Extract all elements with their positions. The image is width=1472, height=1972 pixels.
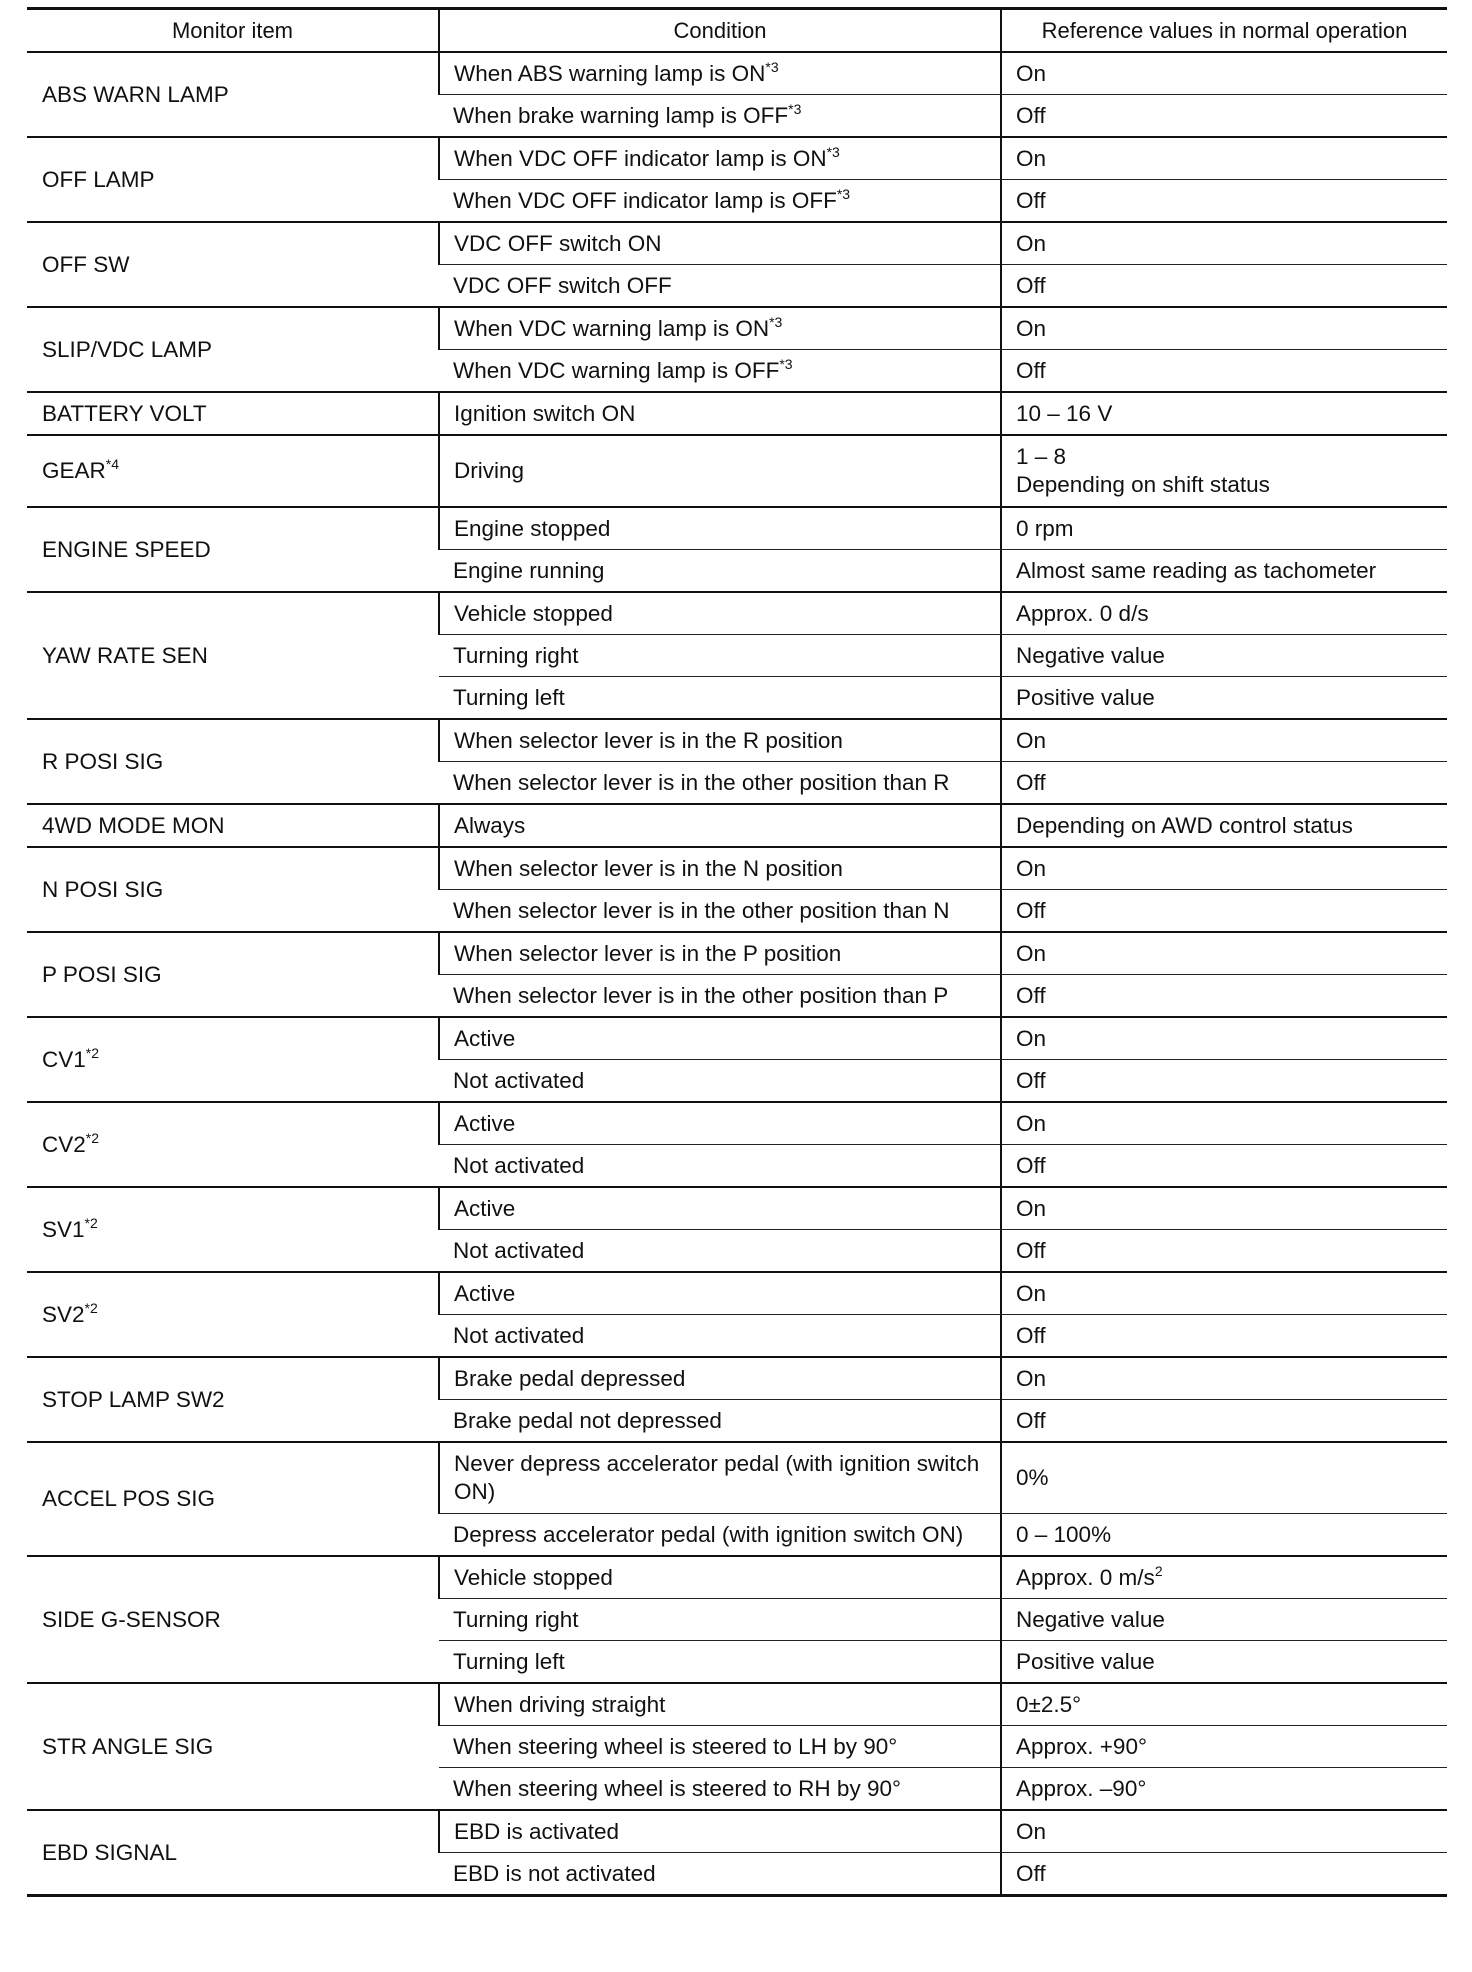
reference-value-text: Off — [1016, 1152, 1046, 1178]
reference-value-cell — [1001, 1357, 1447, 1400]
monitor-item-cell — [27, 804, 439, 847]
condition-text: Vehicle stopped — [454, 1564, 613, 1590]
monitor-item-text: ENGINE SPEED — [42, 536, 211, 562]
reference-value-cell — [1001, 932, 1447, 975]
reference-value-cell — [1001, 1556, 1447, 1599]
reference-value-text: Almost same reading as tachometer — [1016, 557, 1377, 583]
reference-value-text: Approx. 0 m/s — [1016, 1564, 1155, 1590]
reference-value-text: Off — [1016, 769, 1046, 795]
monitor-item-footnote: *2 — [85, 1129, 100, 1146]
reference-value-text: On — [1016, 145, 1047, 171]
condition-text: Active — [454, 1025, 516, 1051]
condition-text: VDC OFF switch ON — [454, 230, 662, 256]
condition-text: EBD is activated — [454, 1818, 620, 1844]
monitor-item-text: YAW RATE SEN — [42, 642, 208, 668]
condition-text: When brake warning lamp is OFF — [453, 102, 789, 128]
monitor-item-cell — [27, 1442, 439, 1556]
condition-cell — [439, 847, 1001, 890]
reference-value-cell — [1001, 507, 1447, 550]
monitor-item-text: CV2 — [42, 1131, 86, 1157]
reference-value-text: Positive value — [1016, 684, 1155, 710]
condition-cell — [439, 1726, 1001, 1768]
reference-value-cell — [1001, 1683, 1447, 1726]
table-row — [27, 1272, 1447, 1315]
reference-value-text: Off — [1016, 357, 1046, 383]
condition-cell — [439, 137, 1001, 180]
condition-text: When driving straight — [454, 1691, 666, 1717]
reference-value-text: Off — [1016, 897, 1046, 923]
condition-text: Never depress accelerator pedal (with ignition switch ON) — [454, 1451, 980, 1504]
condition-cell — [439, 1599, 1001, 1641]
monitor-item-footnote: *4 — [105, 456, 119, 472]
reference-value-cell — [1001, 719, 1447, 762]
condition-cell — [439, 762, 1001, 805]
reference-value-cell — [1001, 1810, 1447, 1853]
reference-value-cell — [1001, 890, 1447, 933]
table-row — [27, 507, 1447, 550]
condition-cell — [439, 265, 1001, 308]
reference-value-text: Off — [1016, 187, 1046, 213]
table-row — [27, 804, 1447, 847]
monitor-item-cell — [27, 719, 439, 804]
condition-cell — [439, 95, 1001, 138]
table-row — [27, 392, 1447, 435]
condition-text: Driving — [454, 458, 525, 483]
condition-text: When steering wheel is steered to LH by 90° — [453, 1733, 898, 1759]
reference-value-text: On — [1016, 855, 1047, 881]
condition-text: Brake pedal not depressed — [453, 1407, 722, 1433]
reference-value-text: Positive value — [1016, 1648, 1155, 1674]
monitor-item-cell — [27, 1187, 439, 1272]
reference-value-text: Negative value — [1016, 1606, 1165, 1632]
monitor-item-cell — [27, 392, 439, 435]
reference-value-cell — [1001, 592, 1447, 635]
reference-value-cell — [1001, 1187, 1447, 1230]
condition-cell — [439, 52, 1001, 95]
reference-value-cell — [1001, 762, 1447, 805]
reference-value-cell — [1001, 635, 1447, 677]
reference-value-cell — [1001, 677, 1447, 720]
reference-value-text: On — [1016, 1365, 1047, 1391]
condition-cell — [439, 932, 1001, 975]
reference-value-text: 0±2.5° — [1016, 1691, 1082, 1717]
reference-value-text: Off — [1016, 1322, 1046, 1348]
condition-cell — [439, 350, 1001, 393]
reference-value-text: Off — [1016, 102, 1046, 128]
reference-value-cell — [1001, 550, 1447, 593]
condition-cell — [439, 1442, 1001, 1514]
condition-text: When VDC warning lamp is OFF — [453, 357, 780, 383]
monitor-item-text: SLIP/VDC LAMP — [42, 336, 213, 362]
condition-cell — [439, 1060, 1001, 1103]
reference-value-cell — [1001, 847, 1447, 890]
reference-value-cell — [1001, 350, 1447, 393]
monitor-item-text: EBD SIGNAL — [42, 1839, 178, 1865]
monitor-item-cell — [27, 847, 439, 932]
condition-text: VDC OFF switch OFF — [453, 272, 672, 298]
condition-cell — [439, 1102, 1001, 1145]
reference-value-text: Off — [1016, 1067, 1046, 1093]
condition-footnote: *3 — [769, 313, 783, 330]
condition-text: Not activated — [453, 1067, 585, 1093]
condition-text: Active — [454, 1195, 516, 1221]
condition-text: Active — [454, 1110, 516, 1136]
condition-cell — [439, 1272, 1001, 1315]
condition-text: When VDC OFF indicator lamp is OFF — [453, 187, 837, 213]
monitor-item-text: ACCEL POS SIG — [42, 1486, 215, 1511]
table-row — [27, 222, 1447, 265]
reference-value-cell — [1001, 1442, 1447, 1514]
condition-cell — [439, 392, 1001, 435]
monitor-item-cell — [27, 307, 439, 392]
reference-value-cell — [1001, 1514, 1447, 1557]
condition-text: Engine stopped — [454, 515, 611, 541]
reference-value-text: On — [1016, 1280, 1047, 1306]
monitor-item-cell — [27, 1810, 439, 1896]
reference-value-text: 0% — [1016, 1465, 1049, 1490]
condition-text: Not activated — [453, 1152, 585, 1178]
monitor-item-cell — [27, 1102, 439, 1187]
condition-text: When selector lever is in the R position — [454, 727, 843, 753]
reference-value-text: Off — [1016, 1860, 1046, 1886]
monitor-item-text: SIDE G-SENSOR — [42, 1606, 221, 1632]
monitor-item-footnote: *2 — [84, 1214, 98, 1231]
reference-value-cell — [1001, 435, 1447, 507]
reference-value-cell — [1001, 1768, 1447, 1811]
condition-text: When selector lever is in the other position than P — [453, 982, 949, 1008]
monitor-item-text: SV1 — [42, 1216, 85, 1242]
condition-cell — [439, 804, 1001, 847]
reference-value-cell — [1001, 1230, 1447, 1273]
reference-value-text: On — [1016, 230, 1047, 256]
reference-value-footnote: 2 — [1154, 1562, 1163, 1579]
condition-cell — [439, 435, 1001, 507]
reference-value-text: 10 – 16 V — [1016, 400, 1113, 426]
table-row — [27, 52, 1447, 95]
monitor-item-cell — [27, 1357, 439, 1442]
monitor-item-cell — [27, 932, 439, 1017]
table-row — [27, 847, 1447, 890]
table-row — [27, 1810, 1447, 1853]
table-row — [27, 1102, 1447, 1145]
monitor-reference-table — [27, 7, 1447, 1897]
reference-value-cell — [1001, 95, 1447, 138]
header-reference-values: Reference values in normal operation — [1001, 9, 1447, 53]
table-row — [27, 307, 1447, 350]
monitor-item-text: STOP LAMP SW2 — [42, 1386, 225, 1412]
table-row — [27, 137, 1447, 180]
condition-text: Active — [454, 1280, 516, 1306]
reference-value-text: Off — [1016, 1407, 1046, 1433]
monitor-item-text: OFF LAMP — [42, 166, 155, 192]
reference-value-text: On — [1016, 1025, 1047, 1051]
table-row — [27, 932, 1447, 975]
condition-footnote: *3 — [765, 58, 779, 75]
condition-text: Engine running — [453, 557, 605, 583]
condition-cell — [439, 1357, 1001, 1400]
reference-value-text: Approx. +90° — [1016, 1733, 1147, 1759]
monitor-item-text: ABS WARN LAMP — [42, 81, 229, 107]
reference-value-cell — [1001, 1853, 1447, 1896]
condition-cell — [439, 890, 1001, 933]
monitor-item-text: P POSI SIG — [42, 961, 162, 987]
condition-cell — [439, 1853, 1001, 1896]
monitor-item-cell — [27, 507, 439, 592]
monitor-item-cell — [27, 1556, 439, 1683]
condition-text: Vehicle stopped — [454, 600, 613, 626]
reference-value-cell — [1001, 52, 1447, 95]
table-row — [27, 1556, 1447, 1599]
reference-value-text: Off — [1016, 272, 1046, 298]
monitor-item-text: CV1 — [42, 1046, 86, 1072]
monitor-item-cell — [27, 1683, 439, 1810]
table-row — [27, 1017, 1447, 1060]
condition-cell — [439, 975, 1001, 1018]
condition-cell — [439, 1683, 1001, 1726]
monitor-item-cell — [27, 1017, 439, 1102]
reference-value-text: 0 – 100% — [1016, 1521, 1112, 1547]
condition-cell — [439, 180, 1001, 223]
condition-text: Brake pedal depressed — [454, 1365, 686, 1391]
condition-text: When VDC warning lamp is ON — [454, 315, 770, 341]
reference-value-cell — [1001, 1060, 1447, 1103]
monitor-item-text: SV2 — [42, 1301, 85, 1327]
monitor-item-text: OFF SW — [42, 251, 130, 277]
reference-value-cell — [1001, 1641, 1447, 1684]
reference-value-text: Approx. –90° — [1016, 1775, 1147, 1801]
table-row — [27, 1357, 1447, 1400]
reference-values-sheet — [27, 7, 1447, 1897]
monitor-item-cell — [27, 1272, 439, 1357]
condition-text: When steering wheel is steered to RH by 90° — [453, 1775, 901, 1801]
reference-value-cell — [1001, 265, 1447, 308]
reference-value-cell — [1001, 975, 1447, 1018]
reference-value-text: Off — [1016, 1237, 1046, 1263]
condition-text: Depress accelerator pedal (with ignition switch ON) — [453, 1521, 964, 1547]
condition-cell — [439, 1145, 1001, 1188]
monitor-item-text: GEAR — [42, 458, 106, 483]
monitor-item-cell — [27, 435, 439, 507]
reference-value-cell — [1001, 137, 1447, 180]
condition-text: Turning right — [453, 1606, 579, 1632]
monitor-item-cell — [27, 222, 439, 307]
condition-cell — [439, 1556, 1001, 1599]
condition-text: Not activated — [453, 1237, 585, 1263]
reference-value-cell — [1001, 1315, 1447, 1358]
reference-value-cell — [1001, 1400, 1447, 1443]
monitor-item-text: STR ANGLE SIG — [42, 1733, 214, 1759]
monitor-item-footnote: *2 — [85, 1044, 100, 1061]
reference-value-cell — [1001, 1272, 1447, 1315]
reference-value-text: Depending on AWD control status — [1016, 812, 1353, 838]
reference-value-text: On — [1016, 1110, 1047, 1136]
reference-value-text: Off — [1016, 982, 1046, 1008]
condition-text: When VDC OFF indicator lamp is ON — [454, 145, 827, 171]
reference-value-text: Approx. 0 d/s — [1016, 600, 1149, 626]
monitor-item-text: BATTERY VOLT — [42, 400, 207, 426]
reference-value-cell — [1001, 1102, 1447, 1145]
monitor-item-cell — [27, 592, 439, 719]
condition-footnote: *3 — [788, 100, 802, 117]
condition-text: Turning left — [453, 684, 565, 710]
reference-value-text: On — [1016, 60, 1047, 86]
reference-value-cell — [1001, 1145, 1447, 1188]
table-body — [27, 52, 1447, 1896]
reference-value-cell — [1001, 1017, 1447, 1060]
condition-text: Ignition switch ON — [454, 400, 636, 426]
condition-text: Turning left — [453, 1648, 565, 1674]
condition-cell — [439, 1768, 1001, 1811]
condition-text: When ABS warning lamp is ON — [454, 60, 766, 86]
table-row — [27, 592, 1447, 635]
reference-value-text: 0 rpm — [1016, 515, 1074, 541]
condition-text: Turning right — [453, 642, 579, 668]
reference-value-text: On — [1016, 727, 1047, 753]
monitor-item-cell — [27, 137, 439, 222]
header-monitor-item: Monitor item — [27, 9, 439, 53]
reference-value-cell — [1001, 1599, 1447, 1641]
condition-footnote: *3 — [836, 185, 851, 202]
condition-cell — [439, 222, 1001, 265]
condition-cell — [439, 1187, 1001, 1230]
table-header-row — [27, 9, 1447, 53]
reference-value-cell — [1001, 1726, 1447, 1768]
table-row — [27, 1683, 1447, 1726]
condition-cell — [439, 1230, 1001, 1273]
condition-text: EBD is not activated — [453, 1860, 656, 1886]
monitor-item-text: R POSI SIG — [42, 748, 164, 774]
condition-text: When selector lever is in the other position than N — [453, 897, 950, 923]
reference-value-cell — [1001, 180, 1447, 223]
condition-cell — [439, 1315, 1001, 1358]
reference-value-cell — [1001, 307, 1447, 350]
condition-text: Not activated — [453, 1322, 585, 1348]
monitor-item-text: 4WD MODE MON — [42, 812, 225, 838]
reference-value-cell — [1001, 804, 1447, 847]
condition-cell — [439, 1400, 1001, 1443]
reference-value-text: Negative value — [1016, 642, 1165, 668]
condition-text: When selector lever is in the N position — [454, 855, 843, 881]
reference-value-cell — [1001, 222, 1447, 265]
condition-footnote: *3 — [779, 355, 793, 372]
condition-cell — [439, 507, 1001, 550]
reference-value-text: On — [1016, 940, 1047, 966]
table-row — [27, 719, 1447, 762]
condition-cell — [439, 1514, 1001, 1557]
condition-cell — [439, 592, 1001, 635]
table-row — [27, 1187, 1447, 1230]
condition-cell — [439, 1810, 1001, 1853]
condition-cell — [439, 307, 1001, 350]
condition-text: When selector lever is in the P position — [454, 940, 842, 966]
condition-cell — [439, 677, 1001, 720]
header-condition: Condition — [439, 9, 1001, 53]
condition-text: When selector lever is in the other position than R — [453, 769, 950, 795]
monitor-item-text: N POSI SIG — [42, 876, 164, 902]
condition-text: Always — [454, 812, 526, 838]
table-row — [27, 1442, 1447, 1514]
condition-cell — [439, 1641, 1001, 1684]
reference-value-cell — [1001, 392, 1447, 435]
reference-value-text: On — [1016, 1195, 1047, 1221]
monitor-item-cell — [27, 52, 439, 137]
condition-cell — [439, 1017, 1001, 1060]
table-row — [27, 435, 1447, 507]
condition-cell — [439, 550, 1001, 593]
condition-cell — [439, 635, 1001, 677]
condition-footnote: *3 — [826, 143, 840, 160]
condition-cell — [439, 719, 1001, 762]
reference-value-text: On — [1016, 1818, 1047, 1844]
monitor-item-footnote: *2 — [84, 1299, 98, 1316]
reference-value-text: 1 – 8 Depending on shift status — [1016, 444, 1270, 497]
reference-value-text: On — [1016, 315, 1047, 341]
